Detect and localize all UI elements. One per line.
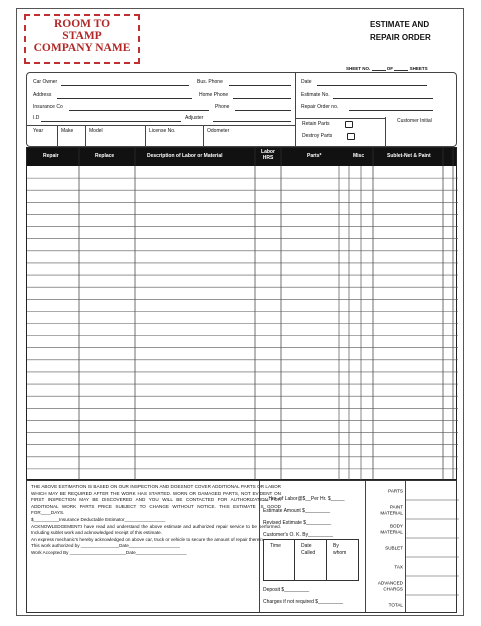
col-repair: Repair (43, 153, 59, 159)
home-phone-label: Home Phone (199, 92, 229, 98)
retain-parts-checkbox[interactable] (345, 121, 353, 128)
disclaimer-para: THE ABOVE ESTIMATION IS BASED ON OUR INSPECTION AND DOESNOT COVER ADDITIONAL PARTS OR LABOR WHICH MAY BE REQUIRED AFTER THE WORK HAS STARTED. WORN OR DAMAGED PARTS, NOT EVIDENT ON FIRST INSPECTION MAY BE DISCOVERED AND YOU WILL BE CONTACTED FOR AUTHORIZATION FOR ADDITIONAL WORK PARTS PRICE SUBJECT TO CHANGE WITHOUT NOTICE. THIS ESTIMATE IS GOOD FOR____DAYS. (31, 484, 281, 516)
express-mechanic: An express mechanic's hereby acknowledged on above car, truck or vehicle to secure the amount of repair therein. (31, 536, 265, 542)
work-accepted[interactable]: Work Accepted By ______________________Date____________________ (31, 549, 187, 555)
total-label-4: SUBLET (385, 545, 403, 551)
license-no-label: License No. (149, 128, 176, 134)
sheet-of-field[interactable] (394, 65, 408, 71)
total-label-1: PARTS (388, 488, 403, 494)
total-label-3: MATERIAL (380, 529, 403, 535)
total-label-2: PAINT (389, 504, 403, 510)
work-authorized[interactable]: This work authorized by _______________Date____________________ (31, 543, 180, 549)
make-label: Make (61, 128, 74, 134)
adjuster-label: Adjuster (185, 115, 204, 121)
footer-section (26, 480, 457, 613)
disclaimer-text (31, 484, 281, 557)
totals-grid (365, 481, 459, 614)
bus-phone-label: Bus. Phone (197, 79, 223, 85)
sheet-number: SHEET NO. OF SHEETS (346, 66, 428, 71)
id-field[interactable] (41, 121, 181, 122)
col-parts: Parts* (307, 153, 322, 159)
total-label-7: TOTAL (388, 602, 403, 608)
repair-items-table (26, 147, 457, 480)
col-replace: Replace (95, 153, 115, 159)
phone-field[interactable] (235, 110, 291, 111)
estimate-no-field[interactable] (333, 98, 433, 99)
odometer-label: Odometer (207, 128, 230, 134)
customer-info-section (26, 72, 457, 147)
customer-ok-line[interactable]: Customer's O. K. By_________ (263, 532, 334, 538)
address-label: Address (33, 92, 52, 98)
estimate-no-label: Estimate No. (301, 92, 330, 98)
col-misc: Misc (353, 153, 365, 159)
form-title: ESTIMATE AND REPAIR ORDER (370, 20, 431, 42)
date-label: Date (301, 79, 312, 85)
call-log-box (263, 539, 359, 581)
deposit-line[interactable]: Deposit $_________ (263, 587, 310, 593)
charges-line[interactable]: Charges if not required $_________ (263, 599, 344, 605)
id-label: I.D (33, 115, 40, 121)
customer-initial-label: Customer Initial (397, 118, 432, 124)
car-owner-label: Car Owner (33, 79, 58, 85)
insurance-co-label: Insurance Co (33, 104, 63, 110)
retain-parts-label: Retain Parts (302, 121, 330, 127)
acknowledgement: ACKNOWLEDGEMENT:I have read and understand the above estimate and authorized repair service to be performed. Including sublet work and acknowledged receipt of this estimate. (31, 523, 281, 536)
date-called-label: Date Called (301, 543, 316, 556)
model-label: Model (89, 128, 103, 134)
total-label-6: CHARGS (383, 586, 403, 592)
bus-phone-field[interactable] (229, 85, 291, 86)
car-owner-field[interactable] (61, 85, 189, 86)
col-sublet: Sublet-Net & Paint (387, 153, 431, 159)
date-field[interactable] (317, 85, 427, 86)
deductible-line[interactable]: $__________Insurance Deductable Estimator________________ (31, 516, 166, 522)
destroy-parts-checkbox[interactable] (347, 133, 355, 140)
destroy-parts-label: Destroy Parts (302, 133, 333, 139)
insurance-co-field[interactable] (69, 110, 209, 111)
total-label-3: BODY (389, 523, 403, 529)
hrs-labor-line[interactable]: __Hrs. of Labor@$__Per Hr. $_____ (263, 496, 345, 502)
by-whom-label: By whom (333, 543, 347, 556)
adjuster-field[interactable] (213, 121, 291, 122)
year-label: Year (33, 128, 44, 134)
col-description: Description of Labor or Material (147, 153, 223, 159)
address-field[interactable] (57, 98, 192, 99)
home-phone-field[interactable] (233, 98, 291, 99)
table-grid[interactable] (27, 148, 458, 481)
repair-order-field[interactable] (349, 110, 433, 111)
total-label-2: MATERIAL (380, 510, 403, 516)
total-label-5: TAX (394, 564, 403, 570)
estimate-amount-line[interactable]: Estimate Amount $_________ (263, 508, 330, 514)
company-stamp-area: ROOM TO STAMP COMPANY NAME (24, 14, 140, 64)
repair-order-label: Repair Order no. (301, 104, 339, 110)
revised-estimate-line[interactable]: Revised Estimate $_________ (263, 520, 332, 526)
sheet-no-field[interactable] (372, 65, 386, 71)
time-label: Time (270, 543, 281, 549)
total-label-6: ADVANCED (377, 580, 403, 586)
phone-label: Phone (215, 104, 230, 110)
col-labor-hrs: Labor HRS (261, 149, 275, 161)
